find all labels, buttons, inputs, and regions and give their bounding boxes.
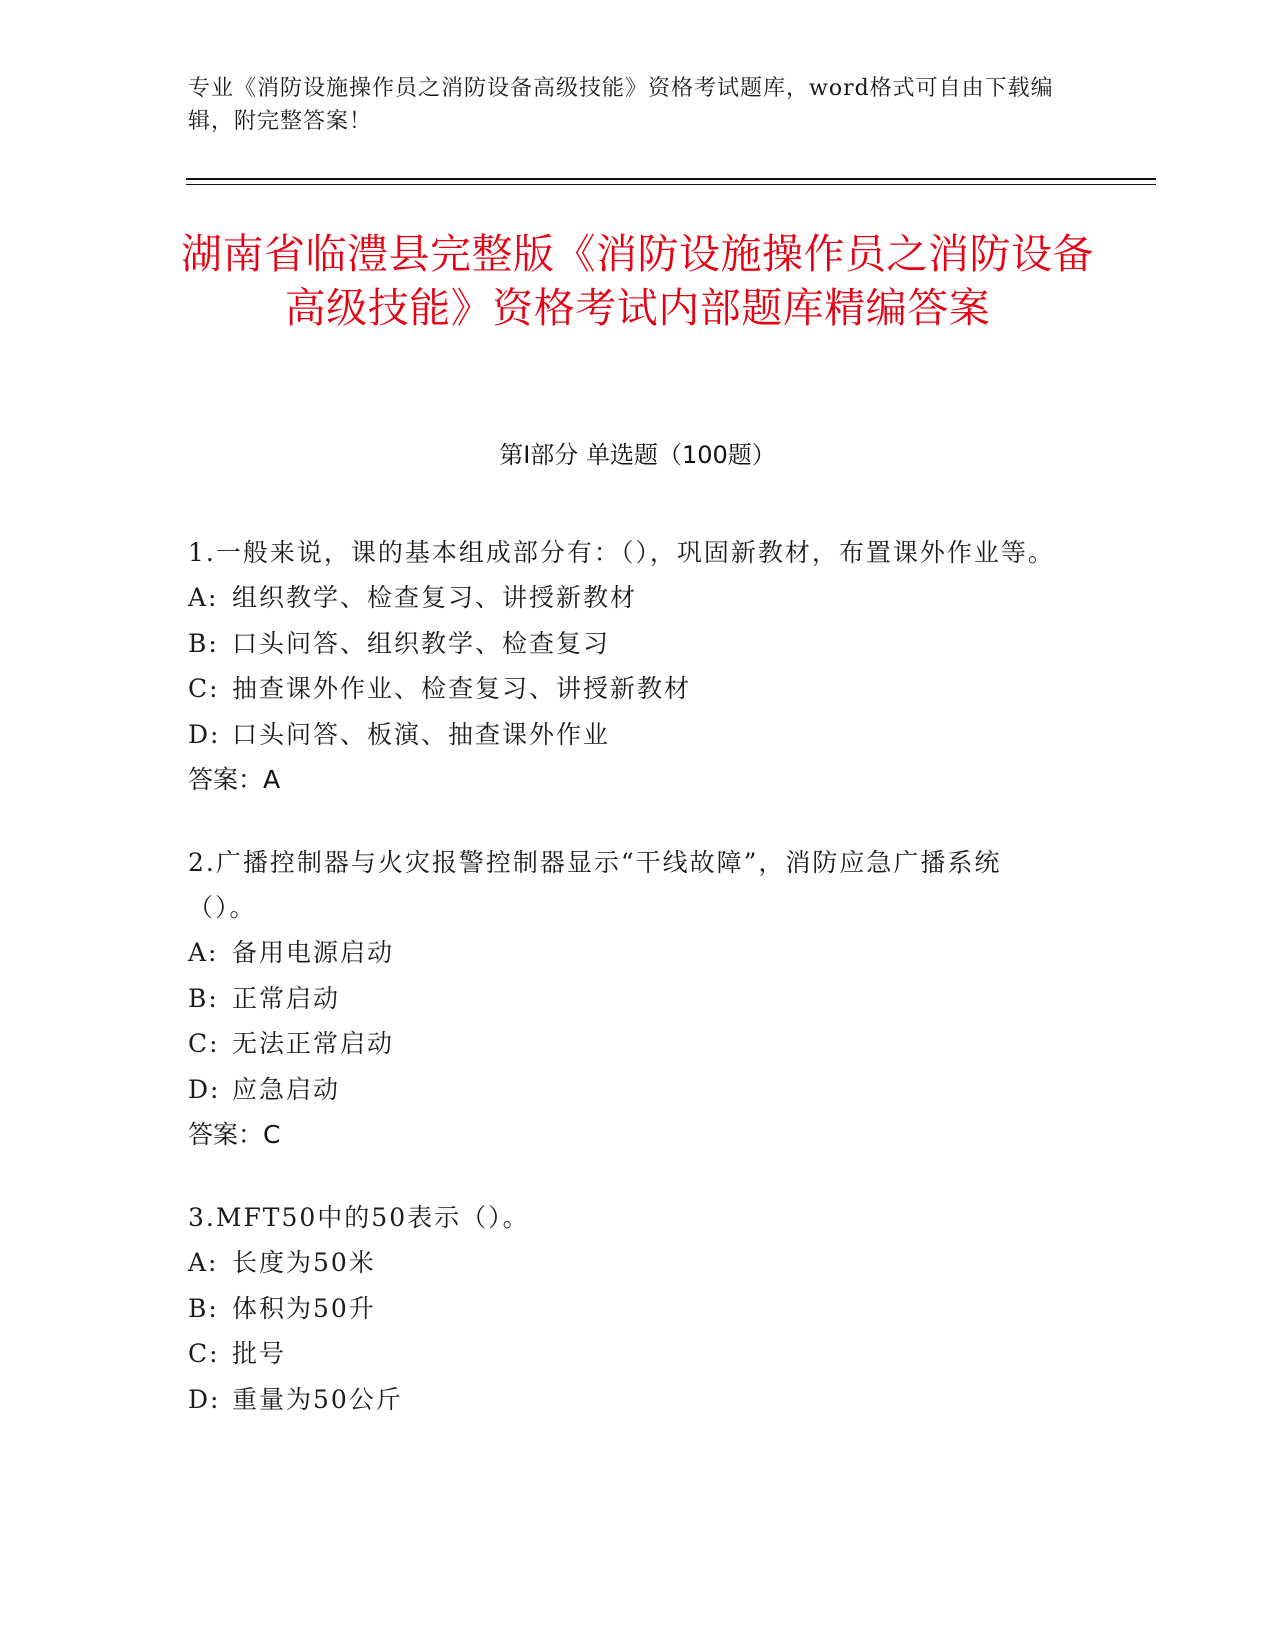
question-stem: 2.广播控制器与火灾报警控制器显示“干线故障”，消防应急广播系统（）。 xyxy=(188,848,1002,922)
option-key: B: xyxy=(188,983,219,1013)
option-c xyxy=(188,1021,1068,1067)
option-key: B: xyxy=(188,1293,219,1323)
option-key: C: xyxy=(188,674,220,703)
option-text: 长度为50米 xyxy=(232,1248,376,1277)
question-stem: 3.MFT50中的50表示（）。 xyxy=(188,1203,530,1232)
question-2 xyxy=(188,840,1068,1157)
option-text: 重量为50公斤 xyxy=(232,1384,403,1414)
option-key: D: xyxy=(188,719,221,749)
option-text: 体积为50升 xyxy=(232,1293,376,1323)
option-b xyxy=(188,621,1068,667)
option-a xyxy=(188,575,1068,621)
option-key: C: xyxy=(188,1339,220,1368)
option-key: A: xyxy=(188,938,219,967)
option-c xyxy=(188,666,1068,712)
header-divider-thick xyxy=(186,178,1156,180)
question-3 xyxy=(188,1195,1068,1422)
section-title: 第Ⅰ部分 单选题（100题） xyxy=(499,441,776,469)
option-key: D: xyxy=(188,1384,221,1414)
answer-line: 答案：C xyxy=(188,1120,281,1149)
header-note: 专业《消防设施操作员之消防设备高级技能》资格考试题库，word格式可自由下载编辑，附完整答案！ xyxy=(188,76,1054,134)
option-text: 批号 xyxy=(232,1339,287,1368)
option-text: 应急启动 xyxy=(232,1074,341,1104)
option-text: 口头问答、板演、抽查课外作业 xyxy=(232,719,611,749)
option-b xyxy=(188,976,1068,1022)
option-text: 组织教学、检查复习、讲授新教材 xyxy=(232,583,638,612)
option-d xyxy=(188,712,1068,758)
option-key: B: xyxy=(188,628,219,658)
document-title: 湖南省临澧县完整版《消防设施操作员之消防设备高级技能》资格考试内部题库精编答案 xyxy=(181,230,1094,332)
answer-line: 答案：A xyxy=(188,765,281,794)
option-key: C: xyxy=(188,1029,220,1058)
option-text: 备用电源启动 xyxy=(232,938,395,967)
option-text: 口头问答、组织教学、检查复习 xyxy=(232,628,611,658)
option-d xyxy=(188,1067,1068,1113)
option-key: A: xyxy=(188,1248,219,1277)
option-a xyxy=(188,1240,1068,1286)
question-list xyxy=(188,530,1068,1460)
option-text: 正常启动 xyxy=(232,983,341,1013)
option-text: 抽查课外作业、检查复习、讲授新教材 xyxy=(232,674,692,703)
option-b xyxy=(188,1286,1068,1332)
option-c xyxy=(188,1331,1068,1377)
question-1 xyxy=(188,530,1068,802)
option-key: D: xyxy=(188,1074,221,1104)
question-stem: 1.一般来说，课的基本组成部分有：（），巩固新教材，布置课外作业等。 xyxy=(188,538,1055,567)
option-d xyxy=(188,1377,1068,1423)
option-a xyxy=(188,930,1068,976)
header-divider-thin xyxy=(186,184,1156,185)
option-key: A: xyxy=(188,583,219,612)
option-text: 无法正常启动 xyxy=(232,1029,395,1058)
